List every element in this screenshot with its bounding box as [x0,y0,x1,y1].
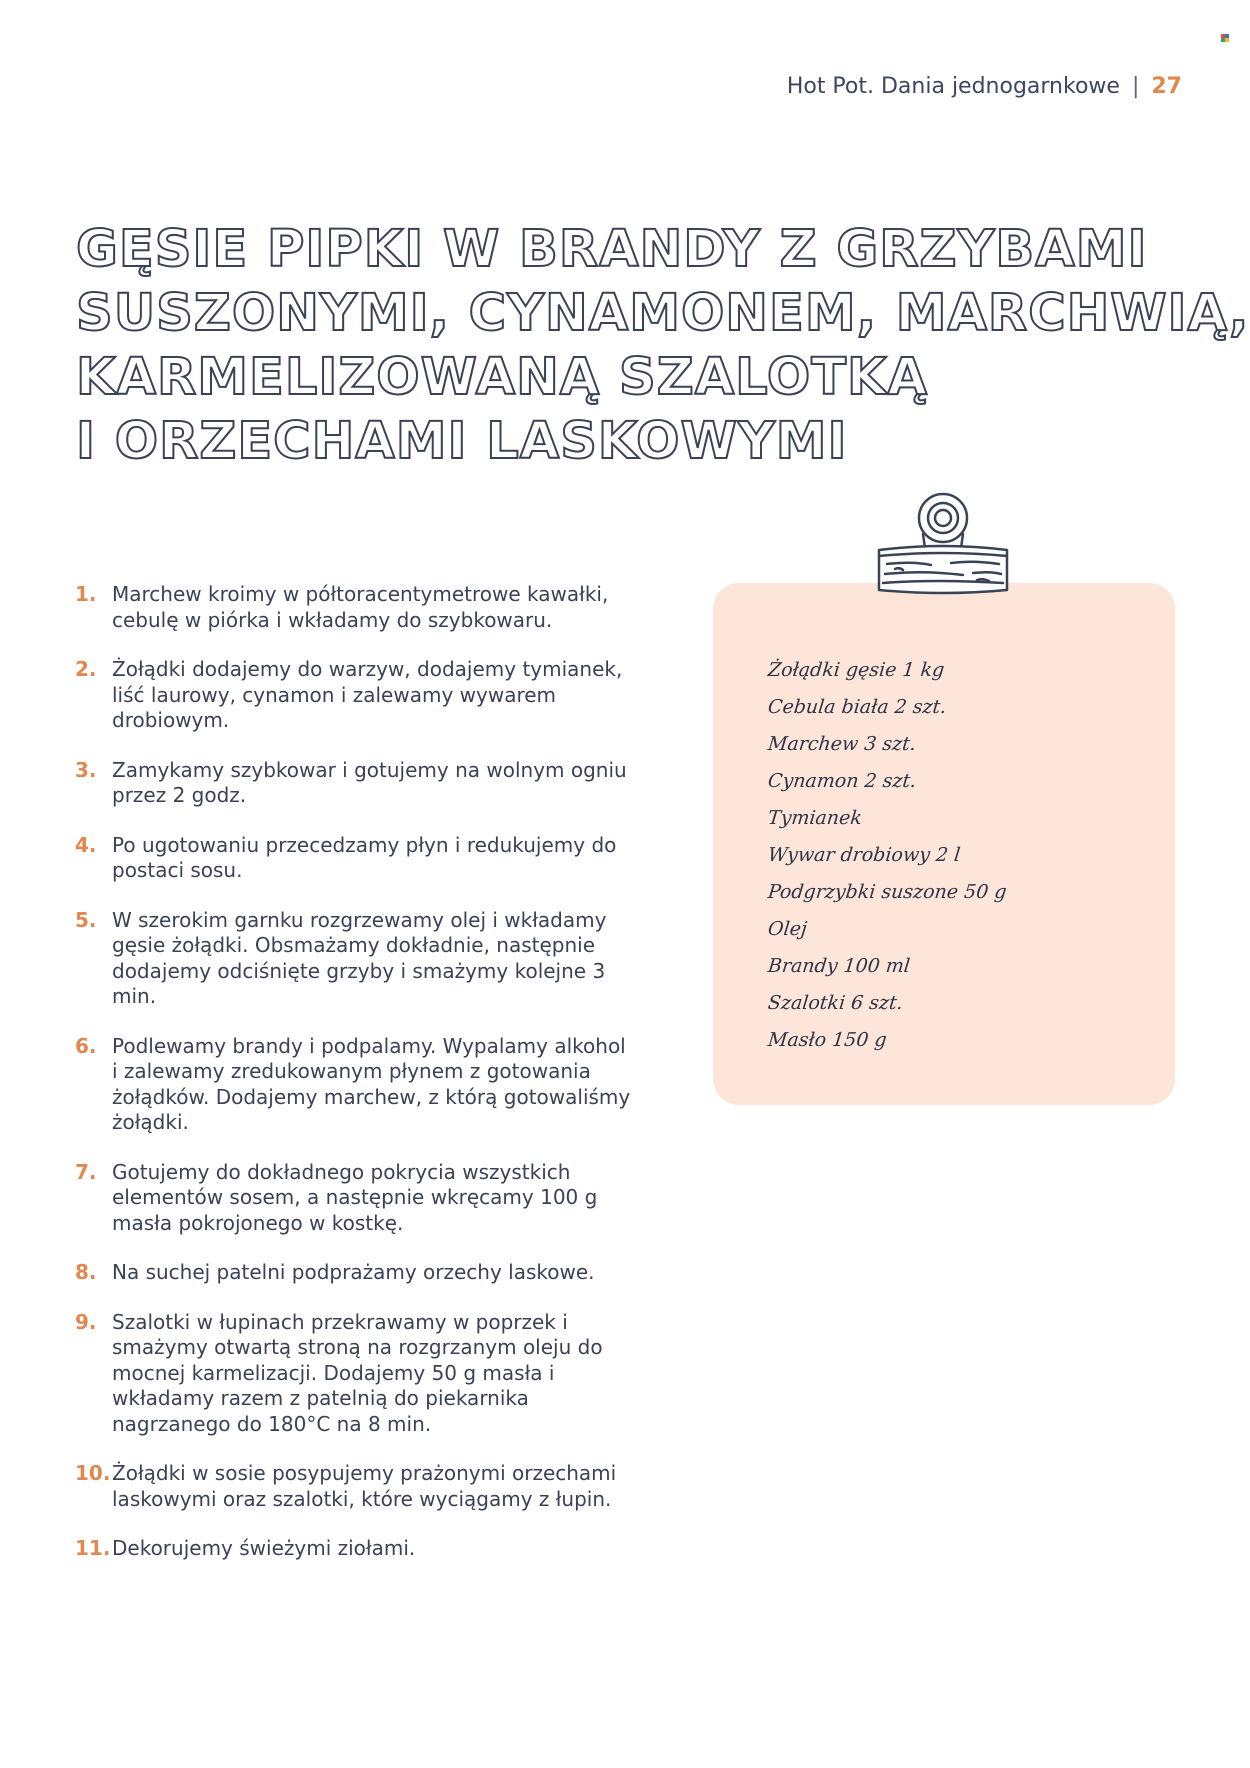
step-number: 6. [75,1033,97,1058]
ingredient-item: Tymianek [766,807,864,829]
page-number: 27 [1151,74,1182,99]
step-number: 11. [75,1536,111,1560]
step-text: Szalotki w łupinach przekrawamy w poprzek i smażymy otwartą stroną na rozgrzanym oleju do mocnej karmelizacji. Dodajemy 50 g masła i wkładamy razem z patelnią do piekarnika nagrzanego do 180°C na 8 min. [112,1309,603,1436]
step-text: Po ugotowaniu przecedzamy płyn i redukujemy do postaci sosu. [112,832,617,882]
step-number: 10. [75,1461,111,1485]
ingredient-item: Marchew 3 szt. [766,733,918,755]
step-text: Żołądki w sosie posypujemy prażonymi orzechami laskowymi oraz szalotki, które wyciągamy z łupin. [112,1461,617,1511]
title-line: SUSZONYMI, CYNAMONEM, MARCHWIĄ, [76,284,1250,343]
step-item [75,1034,635,1136]
step-text: Marchew kroimy w półtoracentymetrowe kawałki, cebulę w piórka i wkładamy do szybkowaru. [112,582,609,632]
step-number: 8. [75,1260,97,1284]
step-text: Na suchej patelni podprażamy orzechy laskowe. [112,1260,595,1284]
step-item [75,1160,635,1237]
step-item [75,1310,635,1438]
step-number: 1. [75,582,97,606]
recipe-steps [75,582,635,1586]
step-item [75,1536,635,1562]
ingredient-item: Żołądki gęsie 1 kg [766,659,946,681]
page-header [787,74,1182,99]
step-text: Podlewamy brandy i podpalamy. Wypalamy alkohol i zalewamy zredukowanym płynem z gotowania żołądków. Dodajemy marchew, z którą gotowaliśmy żołądki. [112,1033,631,1134]
step-number: 2. [75,657,97,681]
ingredient-item: Podgrzybki suszone 50 g [766,881,1008,903]
step-number: 4. [75,832,97,857]
step-item [75,1461,635,1512]
ingredient-item: Olej [766,918,809,940]
ingredient-item: Szalotki 6 szt. [766,992,904,1014]
ingredient-item: Cebula biała 2 szt. [766,696,948,718]
step-item [75,657,635,734]
step-number: 5. [75,907,97,932]
title-line: KARMELIZOWANĄ SZALOTKĄ [76,348,928,407]
step-text: Zamykamy szybkowar i gotujemy na wolnym ogniu przez 2 godz. [112,757,627,807]
ingredient-item: Cynamon 2 szt. [766,770,918,792]
step-number: 3. [75,757,97,782]
step-item [75,908,635,1010]
ingredient-item: Brandy 100 ml [766,955,912,977]
step-item [75,582,635,633]
corner-color-mark [1221,34,1231,44]
recipe-title [76,218,1250,474]
step-item [75,1260,635,1286]
step-number: 9. [75,1309,97,1334]
step-text: Dekorujemy świeżymi ziołami. [112,1536,416,1560]
ingredient-item: Masło 150 g [766,1029,888,1051]
title-line: GĘSIE PIPKI W BRANDY Z GRZYBAMI [76,220,1148,279]
step-item [75,833,635,884]
section-title: Hot Pot. Dania jednogarnkowe [786,74,1120,99]
ingredients-list [768,652,1006,1059]
step-text: W szerokim garnku rozgrzewamy olej i wkładamy gęsie żołądki. Obsmażamy dokładnie, następnie dodajemy odciśnięte grzyby i smażymy kolejne 3 min. [112,907,607,1008]
step-text: Żołądki dodajemy do warzyw, dodajemy tymianek, liść laurowy, cynamon i zalewamy wywarem drobiowym. [112,657,623,732]
header-separator: | [1131,74,1140,99]
ingredient-item: Wywar drobiowy 2 l [766,844,962,866]
clipboard-clip-icon [873,490,1013,596]
step-number: 7. [75,1159,97,1184]
step-item [75,758,635,809]
step-text: Gotujemy do dokładnego pokrycia wszystkich elementów sosem, a następnie wkręcamy 100 g masła pokrojonego w kostkę. [112,1159,598,1235]
title-line: I ORZECHAMI LASKOWYMI [76,412,848,471]
